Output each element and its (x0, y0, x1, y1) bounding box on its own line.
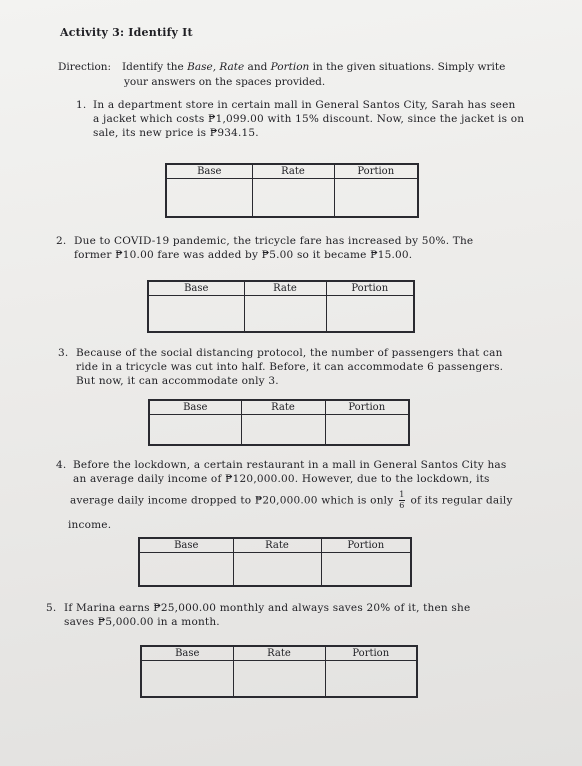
direction-text-line1-end: in the given situations. Simply write (309, 61, 506, 73)
answer-cell-rate[interactable] (252, 179, 334, 217)
problem-line: a jacket which costs ₱1,099.00 with 15% discount. Now, since the jacket is on (93, 113, 525, 125)
answer-cell-portion[interactable] (325, 661, 417, 697)
problem-line: former ₱10.00 fare was added by ₱5.00 so it became ₱15.00. (74, 249, 413, 261)
problem-line: In a department store in certain mall in General Santos City, Sarah has seen (93, 99, 516, 111)
answer-cell-base[interactable] (148, 296, 244, 332)
problem-item-1 (76, 98, 536, 140)
problem-line: saves ₱5,000.00 in a month. (64, 616, 220, 628)
answer-cell-rate[interactable] (241, 415, 325, 445)
problem-line: an average daily income of ₱120,000.00. However, due to the lockdown, its (73, 473, 490, 485)
answer-table-1 (165, 163, 419, 218)
problem-item-5 (46, 601, 536, 629)
problem-line: If Marina earns ₱25,000.00 monthly and always saves 20% of it, then she (64, 602, 471, 614)
fraction-one-sixth (399, 491, 405, 510)
fraction-numerator: 1 (399, 490, 405, 499)
header-rate: Rate (233, 538, 321, 553)
problem-line: Because of the social distancing protocol, the number of passengers that can (76, 347, 503, 359)
problem-line: ride in a tricycle was cut into half. Before, it can accommodate 6 passengers. (76, 361, 504, 373)
answer-table-4 (138, 537, 412, 587)
problem-number: 2. (56, 235, 67, 247)
header-rate: Rate (244, 281, 326, 296)
problem-line: Before the lockdown, a certain restaurant in a mall in General Santos City has (73, 459, 507, 471)
direction-text-prefix: Identify the (122, 61, 188, 73)
answer-cell-portion[interactable] (326, 296, 414, 332)
problem-number: 5. (46, 602, 57, 614)
problem-line: Due to COVID-19 pandemic, the tricycle fare has increased by 50%. The (74, 235, 474, 247)
answer-cell-rate[interactable] (244, 296, 326, 332)
header-base: Base (166, 164, 252, 179)
header-portion: Portion (325, 400, 409, 415)
problem-line: of its regular daily (410, 494, 513, 507)
header-base: Base (148, 281, 244, 296)
problem-line: average daily income dropped to ₱20,000.00 which is only (70, 494, 394, 507)
problem-item-4 (56, 458, 526, 532)
problem-item-3 (58, 346, 528, 388)
answer-table-5 (140, 645, 418, 698)
header-portion: Portion (325, 646, 417, 661)
direction-label: Direction: (58, 61, 112, 73)
header-rate: Rate (241, 400, 325, 415)
problem-number: 3. (58, 347, 69, 359)
header-rate: Rate (233, 646, 325, 661)
direction-term-base-rate: Base, Rate (187, 61, 245, 73)
header-portion: Portion (321, 538, 411, 553)
answer-cell-base[interactable] (139, 553, 233, 586)
answer-table-3 (148, 399, 410, 446)
header-base: Base (141, 646, 233, 661)
direction-text-and: and (244, 61, 271, 73)
problem-number: 4. (56, 459, 67, 471)
activity-title: Activity 3: Identify It (60, 26, 193, 39)
answer-cell-portion[interactable] (321, 553, 411, 586)
answer-cell-portion[interactable] (334, 179, 418, 217)
problem-item-2 (56, 234, 531, 262)
direction-text-line2: your answers on the spaces provided. (124, 76, 326, 88)
header-rate: Rate (252, 164, 334, 179)
problem-line: But now, it can accommodate only 3. (76, 375, 279, 387)
answer-cell-base[interactable] (166, 179, 252, 217)
problem-line: sale, its new price is ₱934.15. (93, 127, 259, 139)
problem-line: income. (68, 519, 112, 531)
problem-number: 1. (76, 99, 87, 111)
direction-term-portion: Portion (270, 61, 310, 73)
header-portion: Portion (326, 281, 414, 296)
header-portion: Portion (334, 164, 418, 179)
header-base: Base (149, 400, 241, 415)
answer-cell-rate[interactable] (233, 661, 325, 697)
direction-block (58, 60, 528, 90)
answer-cell-base[interactable] (141, 661, 233, 697)
answer-cell-rate[interactable] (233, 553, 321, 586)
header-base: Base (139, 538, 233, 553)
answer-table-2 (147, 280, 415, 333)
fraction-denominator: 6 (399, 501, 405, 510)
answer-cell-base[interactable] (149, 415, 241, 445)
answer-cell-portion[interactable] (325, 415, 409, 445)
